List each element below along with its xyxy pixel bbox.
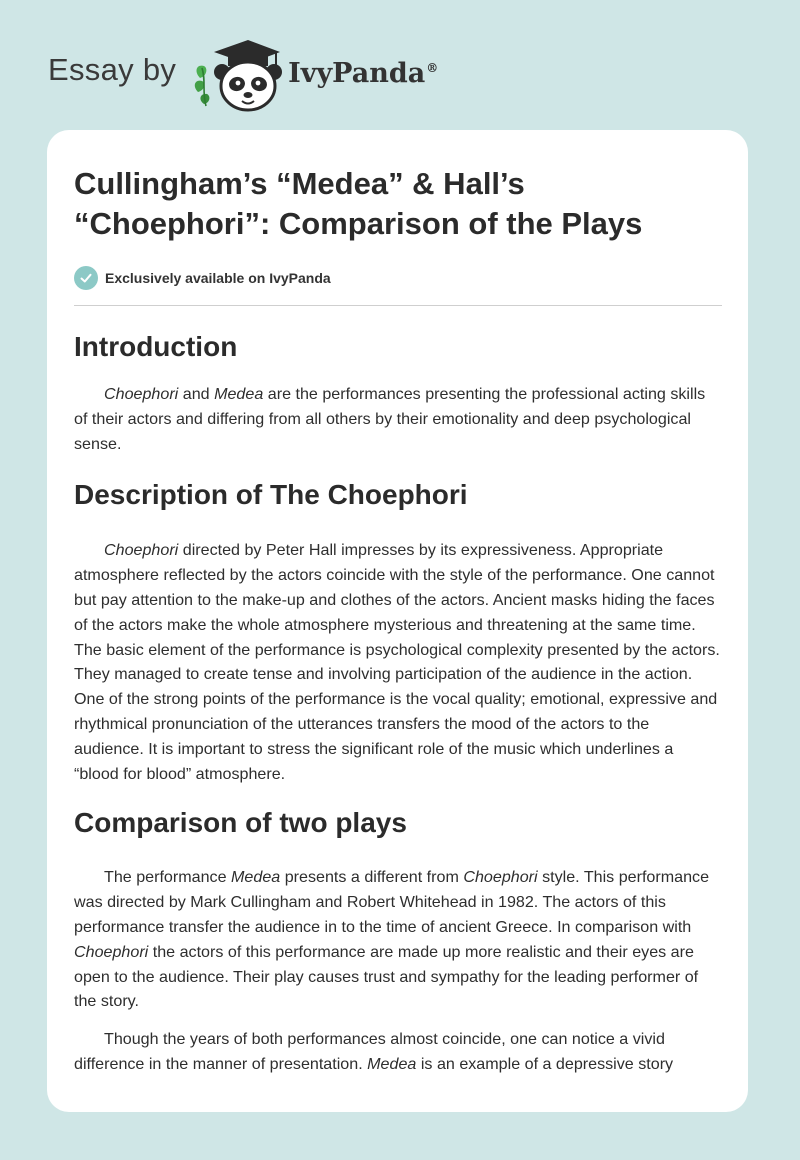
section-introduction bbox=[74, 330, 722, 456]
exclusive-label: Exclusively available on IvyPanda bbox=[105, 270, 331, 286]
section-heading: Comparison of two plays bbox=[74, 807, 407, 839]
italic-title: Medea bbox=[367, 1054, 417, 1073]
section-heading: Introduction bbox=[74, 331, 238, 362]
section-description bbox=[74, 478, 722, 786]
italic-title: Choephori bbox=[74, 942, 149, 961]
essay-by-label: Essay by bbox=[48, 52, 177, 87]
paragraph: Though the years of both performances almost coincide, one can notice a vivid difference in the manner of presentation. Medea is an example of a depressive story bbox=[74, 1030, 674, 1073]
check-icon bbox=[74, 266, 98, 290]
ivypanda-logo-icon[interactable] bbox=[192, 34, 284, 114]
paragraph: The performance Medea presents a different from Choephori style. This performance was directed by Mark Cullingham and Robert Whitehead in 1982. The actors of this performance transfer the audience in to the time of ancient Greece. In comparison with Choephori the actors of this performance are made up more realistic and their eyes are open to the audience. Their play causes trust and sympathy for the leading performer of the story. bbox=[74, 868, 710, 1011]
italic-title: Choephori bbox=[104, 385, 179, 403]
italic-title: Choephori bbox=[104, 541, 179, 560]
italic-title: Choephori bbox=[463, 868, 538, 887]
site-header bbox=[48, 34, 438, 114]
article-card bbox=[47, 130, 748, 1112]
section-comparison bbox=[74, 806, 722, 1076]
article-title: Cullingham’s “Medea” & Hall’s “Choephori”: Comparison of the Plays bbox=[74, 166, 643, 241]
italic-title: Medea bbox=[214, 385, 264, 403]
divider bbox=[74, 305, 722, 306]
italic-title: Medea bbox=[231, 868, 281, 887]
exclusive-badge bbox=[74, 264, 722, 292]
paragraph: Choephori and Medea are the performances presenting the professional acting skills of their actors and differing from all others by their emotionality and deep psychological sense. bbox=[74, 385, 706, 453]
paragraph: Choephori directed by Peter Hall impresses by its expressiveness. Appropriate atmosphere reflected by the actors coincide with the style of the performance. One cannot but pay attention to the make-up and clothes of the actors. Ancient masks hiding the faces of the actors make the whole atmosphere mysterious and threatening at the same time. The basic element of the performance is psychological complexity presented by the actors. They managed to create tense and involving participation of the audience in the action. One of the strong points of the performance is the vocal quality; emotional, expressive and rhythmical pronunciation of the utterances transfers the mood of the actors to the audience. It is important to stress the significant role of the music which underlines a “blood for blood” atmosphere. bbox=[74, 541, 720, 783]
brand-name: IvyPanda® bbox=[288, 57, 439, 89]
section-heading: Description of The Choephori bbox=[74, 479, 468, 511]
